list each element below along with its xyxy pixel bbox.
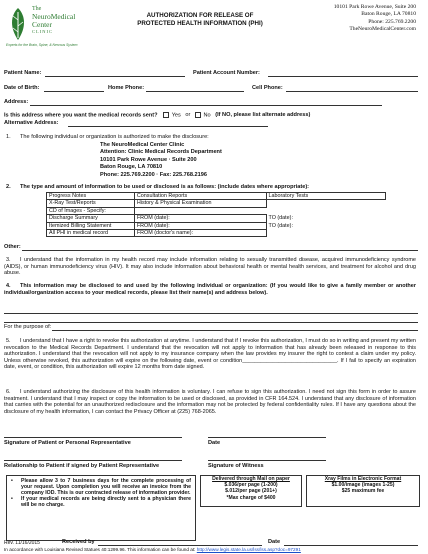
section2-heading: The type and amount of information to be used or disclosed is as follows: (include dates where appropriate): — [20, 184, 310, 190]
address-question: Is this address where you want the medical records sent? — [4, 112, 158, 119]
logo-line4: CLINIC — [32, 28, 53, 34]
bullet-icon: • — [11, 496, 13, 503]
received-by-label: Received by — [62, 539, 95, 545]
section4-text: This information may be disclosed to and used by the following individual or organization: (If you would like to give a family member or another individual/organization access to your medical records, please list their name(s) and address below). — [4, 283, 416, 296]
from-date-cell[interactable]: FROM (date): — [134, 215, 266, 222]
xray-fee-box — [306, 475, 420, 507]
table-row — [47, 207, 386, 214]
form-title-line2: PROTECTED HEALTH INFORMATION (PHI) — [137, 19, 263, 27]
cell-phone-field[interactable] — [286, 91, 418, 92]
section4-number: 4. — [6, 283, 11, 289]
alternative-address-field[interactable] — [68, 126, 268, 127]
section6-text: I understand authorizing the disclosure of this health information is voluntary. I can refuse to sign this authorization. I need not sign this form in order to assure treatment. I understand that I may inspect or copy the information to be used or disclosed, as provided in CFR 164.524. I understand that any disclosure of information that carries with the potential for an unauthorized redisclosure and the information may not be protected by federal confidentiality rules. If I have any questions about the disclosure of my health information, I can contact the Privacy Officer at (225) 768-2065. — [4, 389, 416, 415]
legal-text: In accordance with Louisiana Revised Statues 40:1299.96. This information can be found at: — [4, 547, 196, 552]
records-option[interactable]: Progress Notes — [47, 193, 135, 200]
section1-disclosing-party — [100, 142, 222, 179]
to-date-cell[interactable]: TO (date): — [268, 222, 293, 229]
signature-date-label: Date — [208, 440, 221, 446]
logo-leaf-icon — [6, 6, 30, 42]
patient-name-label: Patient Name: — [4, 70, 42, 76]
patient-date-field[interactable] — [208, 437, 326, 438]
table-row — [47, 200, 386, 207]
records-option[interactable]: Laboratory Tests — [266, 193, 386, 200]
xray-fee-line: $25 maximum fee — [341, 488, 385, 495]
mail-fee-line: $.012/per page (201+) — [225, 488, 277, 495]
footer-date-field[interactable] — [284, 545, 418, 546]
footer-date-label: Date — [268, 539, 281, 545]
received-by-field[interactable] — [98, 545, 262, 546]
no-checkbox[interactable] — [195, 112, 201, 118]
processing-notes-box — [6, 475, 196, 541]
clinic-phone: Phone: 225.769.2200 — [368, 18, 416, 25]
clinic-address-line2: Baton Rouge, LA 70810 — [361, 11, 416, 18]
cell-phone-label: Cell Phone: — [252, 85, 283, 91]
xray-fee-line: $1.00/image (images 1-25) — [331, 482, 395, 489]
section1-line: The NeuroMedical Center Clinic — [100, 142, 185, 148]
dob-field[interactable] — [44, 91, 104, 92]
other-field[interactable] — [22, 250, 418, 251]
logo-line3: Center — [32, 19, 52, 29]
section5-number: 5. — [6, 338, 11, 344]
relationship-field[interactable] — [4, 460, 182, 461]
section1-number: 1. — [6, 134, 11, 140]
list-item — [11, 478, 191, 496]
address-field[interactable] — [30, 105, 382, 106]
section1-line: 10101 Park Rowe Avenue · Suite 200 — [100, 156, 197, 163]
clinic-website: TheNeuroMedicalCenter.com — [349, 25, 416, 32]
section1-line: Baton Rouge, LA 70810 — [100, 164, 163, 171]
logo-tagline: Experts for the Brain, Spine, & Nervous System — [6, 43, 78, 47]
doctor-name-cell[interactable]: FROM (doctor's name): — [134, 230, 266, 237]
section3-number: 3. — [6, 257, 11, 263]
purpose-label: For the purpose of: — [4, 324, 52, 330]
form-title-line1: AUTHORIZATION FOR RELEASE OF — [146, 12, 254, 19]
section1-line: Phone: 225.769.2200 · Fax: 225.768.2196 — [100, 171, 207, 178]
table-row — [47, 215, 386, 222]
to-date-cell[interactable]: TO (date): — [268, 215, 293, 222]
legal-link[interactable]: http://www.legis.state.la.us/lss/lss.asp?doc=97291 — [196, 547, 301, 552]
bullet-icon: • — [11, 478, 13, 484]
mail-fee-line: *Max charge of $400 — [226, 494, 276, 501]
patient-signature-label: Signature of Patient or Personal Representative — [4, 440, 131, 446]
records-option[interactable]: X-Ray Test/Reports — [47, 200, 135, 207]
records-option[interactable]: Discharge Summary — [47, 215, 135, 222]
witness-signature-field[interactable] — [208, 460, 326, 461]
section6-number: 6. — [6, 389, 11, 395]
records-option[interactable]: All PHI in medical record — [47, 230, 135, 237]
dob-label: Date of Birth: — [4, 85, 40, 91]
mail-fee-line: $.036/per page (1-200) — [224, 482, 278, 489]
physician-note: If your medical records are being directly sent to a physician there will be no charge. — [21, 496, 191, 509]
logo-line2: NeuroMedical — [32, 11, 76, 21]
section3-text: I understand that the information in my health record may include information relating to sexually transmitted disease, acquired immunodeficiency syndrome (AIDS), or human immunodeficiency virus (HIV). It may also include information about behavioral health or mental health services, and treatment for alcohol and drug abuse. — [4, 257, 416, 277]
witness-label: Signature of Witness — [208, 463, 264, 469]
list-item — [11, 496, 191, 508]
mail-fee-title: Delivered through Mail on paper — [212, 476, 290, 482]
account-number-field[interactable] — [268, 76, 418, 77]
logo — [6, 4, 86, 54]
revision-date: Rev. 11/16/2015 — [4, 540, 40, 546]
alternative-address-label: Alternative Address: — [4, 120, 59, 126]
recipient-line-2[interactable] — [4, 322, 418, 323]
section5-text: I understand that I have a right to revoke this authorization at anytime. I understand that if I revoke this authorization, I must do so in writing and present my written revocation to the Medical Records Department. I understand that the revocation will not apply to information that has already been released in response to this authorization. I understand that the revocation will not apply to my insurance company when the law provides my insurer the right to contest a claim under my policy. Unless otherwise revoked, this authorization will expire on the following date, event or condition_______________________________. If I fail to specify an expiration date, event, or condition, this authorization will expire 12 months from date signed. — [4, 338, 416, 371]
address-label: Address: — [4, 99, 29, 105]
empty-cell — [266, 207, 386, 214]
records-type-table — [46, 192, 386, 237]
logo-line1: The — [32, 6, 42, 12]
patient-signature-field[interactable] — [4, 437, 182, 438]
section1-line: Attention: Clinic Medical Records Department — [100, 149, 222, 156]
records-option[interactable]: Itemized Billing Statement — [47, 222, 135, 229]
mail-fee-box — [200, 475, 302, 507]
table-row — [47, 230, 386, 237]
section1-intro: The following individual or organization is authorized to make the disclosure: — [20, 134, 209, 140]
purpose-field[interactable] — [52, 330, 418, 331]
legal-footer — [4, 547, 301, 553]
account-number-label: Patient Account Number: — [193, 70, 260, 76]
if-no-note: (If NO, please list alternate address) — [215, 112, 311, 119]
records-option[interactable]: Consultation Reports — [134, 193, 266, 200]
records-option[interactable]: CD of Images - Specify: — [47, 207, 135, 214]
address-question-row — [4, 112, 310, 119]
no-label: No — [203, 112, 211, 119]
table-row — [47, 193, 386, 200]
section2-number: 2. — [6, 184, 11, 190]
recipient-line-1[interactable] — [4, 313, 418, 314]
relationship-label: Relationship to Patient if signed by Patient Representative — [4, 463, 160, 469]
yes-checkbox[interactable] — [163, 112, 169, 118]
or-label: or — [185, 112, 191, 119]
clinic-address-line1: 10101 Park Rowe Avenue, Suite 200 — [333, 4, 416, 10]
empty-cell — [266, 230, 386, 237]
yes-label: Yes — [171, 112, 181, 119]
empty-cell — [266, 200, 386, 207]
table-row — [47, 222, 386, 229]
patient-name-field[interactable] — [45, 76, 185, 77]
records-option[interactable]: History & Physical Examination — [134, 200, 266, 207]
xray-fee-title: Xray Films in Electronic Format — [324, 476, 402, 482]
processing-note: Please allow 3 to 7 business days for the complete processing of your request. Upon completion you will receive an invoice from the company IOD. This is our contracted release of information provider. — [21, 478, 191, 497]
home-phone-label: Home Phone: — [108, 85, 145, 91]
home-phone-field[interactable] — [146, 91, 244, 92]
other-label: Other: — [4, 244, 21, 250]
from-date-cell[interactable]: FROM (date): — [134, 222, 266, 229]
empty-cell — [134, 207, 266, 214]
